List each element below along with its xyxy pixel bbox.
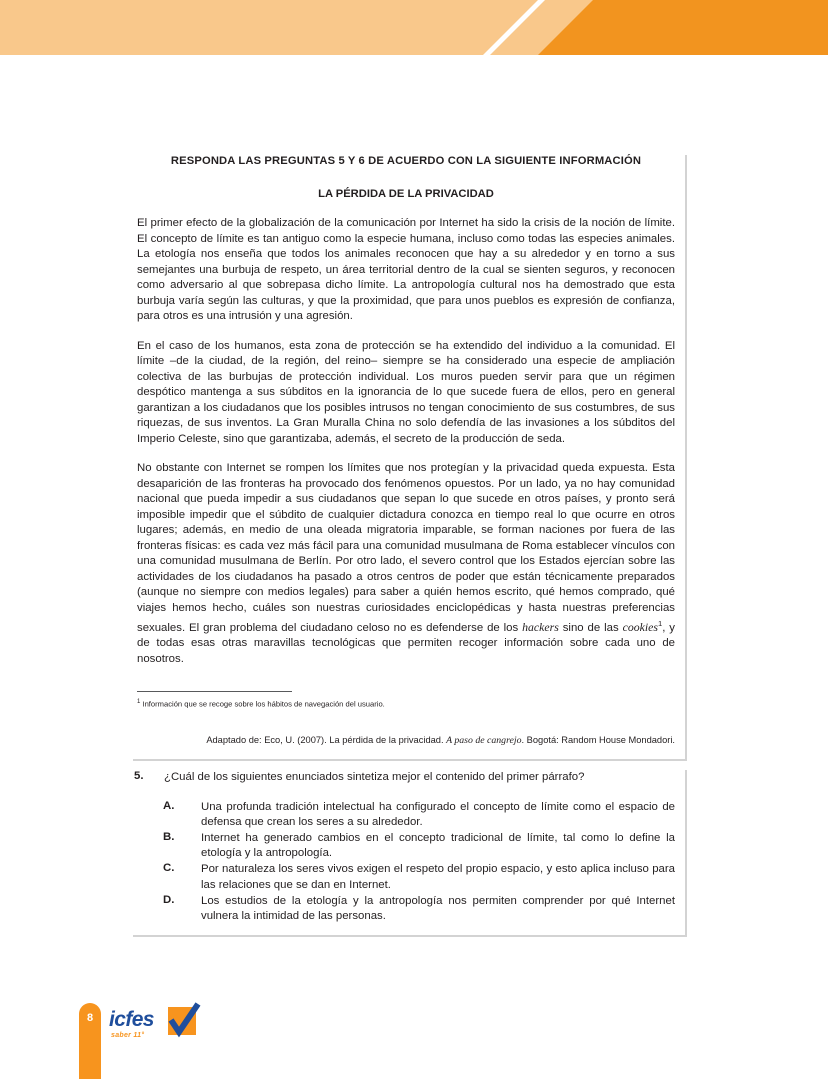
question-block-5 bbox=[133, 770, 687, 937]
attribution-part1: Adaptado de: Eco, U. (2007). La pérdida de la privacidad. bbox=[206, 734, 447, 745]
answer-options bbox=[133, 800, 675, 925]
question-stem: ¿Cuál de los siguientes enunciados sintetiza mejor el contenido del primer párrafo? bbox=[164, 771, 585, 783]
option-b-text: Internet ha generado cambios en el concepto tradicional de límite, tal como lo define la etología y la antropología. bbox=[201, 831, 675, 860]
footnote-body: Información que se recoge sobre los hábitos de navegación del usuario. bbox=[142, 699, 385, 709]
option-a-text: Una profunda tradición intelectual ha configurado el concepto de límite como el espacio de defensa que crean los seres a su alrededor. bbox=[201, 800, 675, 828]
option-c-letter: C. bbox=[163, 862, 175, 875]
passage-term-cookies: cookies bbox=[622, 619, 658, 634]
passage-paragraph-3 bbox=[137, 461, 675, 667]
page-title: LA PÉRDIDA DE LA PRIVACIDAD bbox=[318, 188, 494, 200]
passage-paragraph-3-part2: sino de las bbox=[558, 621, 623, 634]
footnote bbox=[137, 697, 675, 710]
option-d-letter: D. bbox=[163, 893, 175, 906]
footnote-divider bbox=[137, 691, 292, 692]
icfes-tagline: saber 11° bbox=[111, 1032, 145, 1039]
page-body bbox=[0, 55, 828, 1071]
option-a[interactable] bbox=[133, 800, 675, 830]
passage-term-hackers: hackers bbox=[522, 619, 559, 634]
attribution-book-title: A paso de cangrejo bbox=[446, 734, 522, 746]
attribution-part2: . Bogotá: Random House Mondadori. bbox=[521, 734, 675, 745]
passage-paragraph-1: El primer efecto de la globalización de la comunicación por Internet ha sido la crisis de la noción de límite. El concepto de límite es tan antiguo como la especie humana, incluso como todas las especies animales. La etología nos enseña que todos los animales reconocen que hay a su alrededor y en torno a sus semejantes una burbuja de respeto, un área territorial dentro de la cual se sienten seguros, y reconocen como adversario al que sobrepasa dicho límite. La antropología cultural nos ha demostrado que esta burbuja varía según las culturas, y que la proximidad, que para unos pueblos es expresión de confianza, para otros es una intrusión y una agresión. bbox=[137, 217, 675, 322]
option-a-letter: A. bbox=[163, 799, 175, 812]
option-b-letter: B. bbox=[163, 830, 175, 843]
page-footer bbox=[0, 995, 828, 1071]
passage-paragraph-2: En el caso de los humanos, esta zona de protección se ha extendido del individuo a la comunidad. El límite –de la ciudad, de la región, del reino– siempre se ha considerado una especie de ampliación colectiva de las burbujas de protección individual. Los muros pueden servir para que un régimen despótico mantenga a sus súbditos en la ignorancia de lo que sucede fuera de ellos, pero en general garantizan a los ciudadanos que los posibles intrusos no tengan conocimiento de sus costumbres, de sus riquezas, de sus inventos. La Gran Muralla China no solo defendía de las invasiones a los súbditos del Imperio Celeste, sino que garantizaba, además, el secreto de la producción de seda. bbox=[137, 339, 675, 445]
passage-paragraph-3-part3: , y de todas esas otras maravillas tecnológicas que permiten recoger información sobre cada uno de nosotros. bbox=[137, 621, 675, 665]
page-number: 8 bbox=[86, 1012, 94, 1024]
question-number: 5. bbox=[134, 770, 144, 782]
icfes-logo bbox=[109, 1007, 199, 1053]
source-attribution bbox=[137, 734, 675, 747]
option-d-text: Los estudios de la etología y la antropología nos permiten comprender por qué Internet vulnera la intimidad de las personas. bbox=[201, 894, 675, 922]
passage-paragraph-3-part1: No obstante con Internet se rompen los límites que nos protegían y la privacidad queda expuesta. Esta desaparición de las fronteras ha provocado dos fenómenos opuestos. Por un lado, ya no hay comunidad nacional que pueda impedir a sus ciudadanos que sepan lo que sucede en otros países, y pronto será imposible impedir que el súbdito de cualquier dictadura conozca en tiempo real lo que ocurre en otros lugares; además, en medio de una oleada migratoria imparable, se forman naciones por fuera de las fronteras físicas: es cada vez más fácil para una comunidad musulmana de Roma establecer vínculos con una comunidad musulmana de Berlín. Por otro lado, el severo control que los Estados ejercían sobre las actividades de los ciudadanos ha pasado a otros centros de poder que están técnicamente preparados (aunque no siempre con medios legales) para saber a quién hemos escrito, qué hemos comprado, qué viajes hemos hecho, cuáles son nuestras curiosidades enciclopédicas y hasta nuestras preferencias sexuales. El gran problema del ciudadano celoso no es defenderse de los bbox=[137, 462, 675, 634]
option-c[interactable] bbox=[133, 862, 675, 892]
footnote-marker: 1 bbox=[137, 699, 141, 706]
header-white-slash bbox=[483, 0, 545, 55]
header-dark-slash bbox=[538, 0, 828, 55]
question-stem-row bbox=[133, 770, 675, 786]
passage-block bbox=[133, 155, 687, 761]
option-d[interactable] bbox=[133, 894, 675, 924]
page-number-tab bbox=[79, 1003, 101, 1079]
option-c-text: Por naturaleza los seres vivos exigen el respeto del propio espacio, y esto aplica incluso para las relaciones que se dan en Internet. bbox=[201, 863, 675, 891]
option-b[interactable] bbox=[133, 831, 675, 861]
footnote-reference-marker: 1 bbox=[657, 619, 663, 628]
checkmark-icon bbox=[164, 1001, 204, 1041]
header-band bbox=[0, 0, 828, 55]
passage-instruction: RESPONDA LAS PREGUNTAS 5 Y 6 DE ACUERDO CON LA SIGUIENTE INFORMACIÓN bbox=[170, 155, 642, 167]
icfes-wordmark: icfes bbox=[109, 1008, 154, 1031]
